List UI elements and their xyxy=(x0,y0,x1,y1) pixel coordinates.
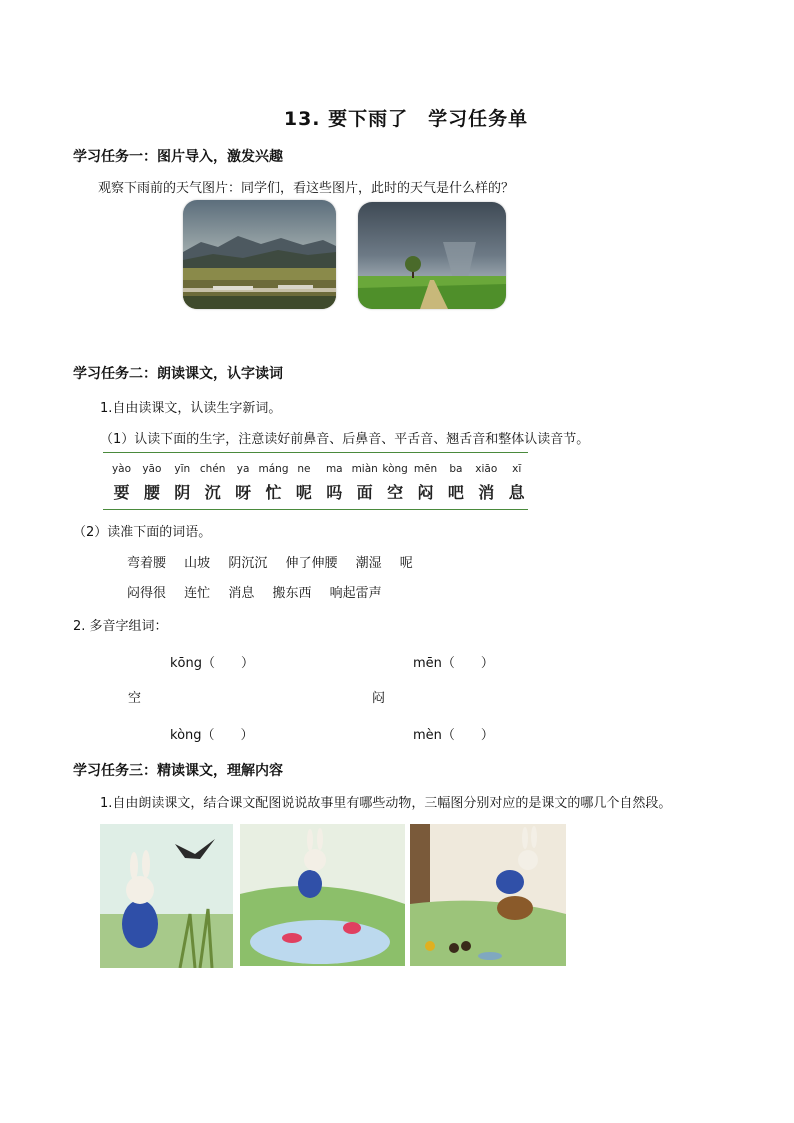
task2-heading: 学习任务二：朗读课文，认字读词 xyxy=(73,366,283,382)
word: 闷得很 xyxy=(127,586,167,601)
pinyin-syllable: xī xyxy=(512,463,522,475)
word-list-row-1 xyxy=(127,552,427,571)
page-title: 13. 要下雨了 学习任务单 xyxy=(283,108,529,130)
polyphone-kong4: kòng（ ） xyxy=(170,728,254,743)
task2-sub1: （1）认读下面的生字，注意读好前鼻音、后鼻音、平舌音、翘舌音和整体认读音节。 xyxy=(100,432,590,447)
word: 搬东西 xyxy=(272,586,312,601)
task3-heading: 学习任务三：精读课文，理解内容 xyxy=(73,763,283,779)
pinyin-syllable: ba xyxy=(449,463,463,475)
word: 阴沉沉 xyxy=(228,556,268,571)
polyphone-kong1: kōng（ ） xyxy=(170,656,254,671)
word: 伸了伸腰 xyxy=(285,556,338,571)
task1-prompt: 观察下雨前的天气图片：同学们，看这些图片，此时的天气是什么样的？ xyxy=(98,181,515,196)
weather-photo-mountains xyxy=(183,200,336,309)
pinyin-syllable: máng xyxy=(258,463,289,475)
word-list-row-2 xyxy=(127,582,396,601)
pinyin-syllable: ma xyxy=(325,463,343,475)
hanzi-character: 腰 xyxy=(143,483,160,502)
pinyin-syllable: xiāo xyxy=(475,463,498,475)
polyphone-char-kong: 空 xyxy=(128,691,142,706)
hanzi-character: 吧 xyxy=(447,483,464,502)
pinyin-character-table xyxy=(103,452,528,510)
pinyin-syllable: ya xyxy=(236,463,250,475)
word: 弯着腰 xyxy=(127,556,167,571)
pinyin-syllable: ne xyxy=(297,463,311,475)
hanzi-character: 呀 xyxy=(235,483,252,502)
hanzi-character: 呢 xyxy=(295,483,312,502)
hanzi-character: 吗 xyxy=(326,483,343,502)
hanzi-character: 阴 xyxy=(174,483,191,502)
polyphone-men1: mēn（ ） xyxy=(413,656,494,671)
pinyin-syllable: yīn xyxy=(174,463,191,475)
hanzi-character: 闷 xyxy=(417,483,434,502)
hanzi-character: 空 xyxy=(387,483,404,502)
polyphone-char-men: 闷 xyxy=(372,691,386,706)
pinyin-syllable: mēn xyxy=(413,463,438,475)
hanzi-character: 息 xyxy=(508,483,525,502)
pinyin-syllable: miàn xyxy=(351,463,378,475)
hanzi-character: 沉 xyxy=(204,483,221,502)
hanzi-character: 面 xyxy=(356,483,373,502)
polyphone-men4: mèn（ ） xyxy=(413,728,494,743)
word: 山坡 xyxy=(184,556,211,571)
story-illustration-rabbit-fish xyxy=(240,824,405,966)
word: 连忙 xyxy=(184,586,211,601)
task2-item1: 1.自由读课文，认读生字新词。 xyxy=(100,401,282,416)
task2-item2: 2. 多音字组词： xyxy=(73,619,168,634)
hanzi-character: 忙 xyxy=(265,483,282,502)
story-illustration-rabbit-swallow xyxy=(100,824,233,968)
word: 响起雷声 xyxy=(329,586,382,601)
task2-sub2: （2）读准下面的词语。 xyxy=(73,525,212,540)
word: 消息 xyxy=(228,586,255,601)
pinyin-syllable: yāo xyxy=(142,463,162,475)
task1-heading: 学习任务一：图片导入，激发兴趣 xyxy=(73,149,283,165)
weather-photo-storm-field xyxy=(358,202,506,309)
word: 潮湿 xyxy=(355,556,382,571)
pinyin-syllable: yào xyxy=(111,463,132,475)
task3-item1: 1.自由朗读课文，结合课文配图说说故事里有哪些动物，三幅图分别对应的是课文的哪几个自然段。 xyxy=(100,796,672,811)
story-illustration-rabbit-ants xyxy=(410,824,566,966)
hanzi-character: 要 xyxy=(113,483,130,502)
pinyin-syllable: chén xyxy=(199,463,226,475)
word: 呢 xyxy=(399,556,413,571)
pinyin-syllable: kòng xyxy=(382,463,408,475)
hanzi-character: 消 xyxy=(478,483,495,502)
